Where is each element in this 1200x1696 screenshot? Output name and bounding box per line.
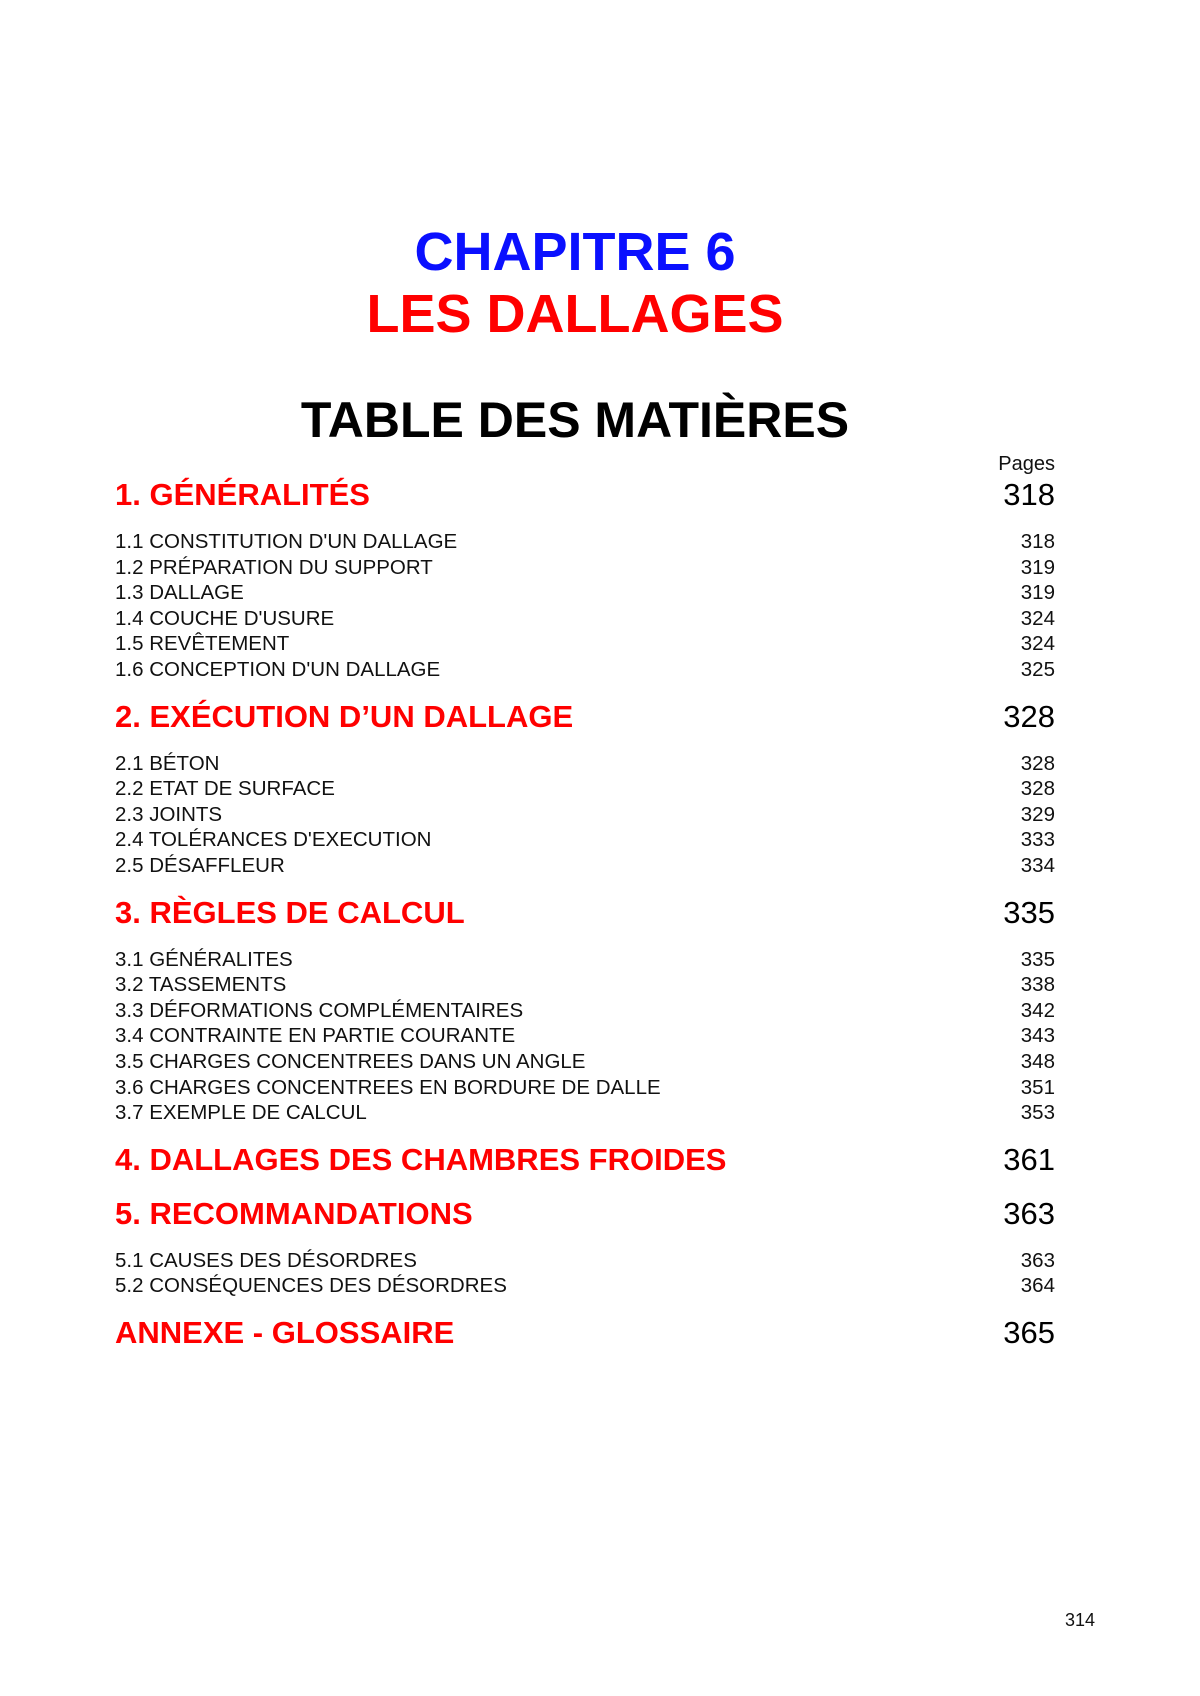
- section-title: 2. EXÉCUTION D’UN DALLAGE: [115, 698, 574, 734]
- toc-heading: TABLE DES MATIÈRES: [300, 392, 850, 448]
- toc-subsection-row[interactable]: [115, 827, 1055, 853]
- toc-subsection-row[interactable]: [115, 776, 1055, 802]
- subsection-title: 3.7 EXEMPLE DE CALCUL: [115, 1101, 367, 1125]
- toc-subsection-row[interactable]: [115, 1248, 1055, 1274]
- section-page-number: 361: [1003, 1141, 1055, 1177]
- section-title: 4. DALLAGES DES CHAMBRES FROIDES: [115, 1141, 727, 1177]
- subsection-page-number: 318: [1020, 530, 1055, 553]
- subsection-title: 3.4 CONTRAINTE EN PARTIE COURANTE: [115, 1024, 516, 1048]
- section-title: 3. RÈGLES DE CALCUL: [115, 894, 465, 930]
- subsection-page-number: 338: [1020, 973, 1055, 997]
- toc-subsection-row[interactable]: [115, 972, 1055, 998]
- subsection-page-number: 335: [1020, 947, 1055, 971]
- toc-subsection-row[interactable]: [115, 998, 1055, 1024]
- toc-subsection-row[interactable]: [115, 1273, 1055, 1299]
- chapter-number: CHAPITRE 6: [414, 222, 736, 282]
- toc-section-heading[interactable]: [115, 697, 1055, 737]
- page-number: 314: [1064, 1610, 1095, 1630]
- subsection-page-number: 364: [1020, 1274, 1055, 1298]
- subsection-title: 3.1 GÉNÉRALITES: [115, 947, 293, 971]
- subsection-page-number: 328: [1020, 777, 1055, 801]
- section-page-number: 335: [1003, 894, 1055, 930]
- subsection-title: 2.3 JOINTS: [115, 802, 223, 826]
- toc-subsection-row[interactable]: [115, 657, 1055, 683]
- toc-section-heading[interactable]: [115, 475, 1055, 515]
- toc-subsection-row[interactable]: [115, 751, 1055, 777]
- toc-section: [115, 893, 1055, 1126]
- toc-section-heading[interactable]: [115, 1140, 1055, 1180]
- subsection-list: [115, 947, 1055, 1126]
- section-title: 5. RECOMMANDATIONS: [115, 1195, 473, 1231]
- subsection-title: 3.2 TASSEMENTS: [115, 973, 287, 997]
- subsection-page-number: 324: [1020, 632, 1055, 656]
- subsection-page-number: 325: [1020, 657, 1055, 681]
- toc-subsection-row[interactable]: [115, 1049, 1055, 1075]
- toc-section-heading[interactable]: [115, 893, 1055, 933]
- subsection-page-number: 333: [1020, 828, 1055, 852]
- toc-section-heading[interactable]: [115, 1194, 1055, 1234]
- subsection-page-number: 334: [1020, 853, 1055, 877]
- toc-subsection-row[interactable]: [115, 555, 1055, 581]
- toc-subsection-row[interactable]: [115, 631, 1055, 657]
- subsection-page-number: 351: [1020, 1075, 1055, 1099]
- pages-column-label: Pages: [998, 453, 1055, 475]
- subsection-title: 3.6 CHARGES CONCENTREES EN BORDURE DE DALLE: [115, 1075, 661, 1099]
- subsection-title: 3.5 CHARGES CONCENTREES DANS UN ANGLE: [115, 1049, 586, 1073]
- subsection-page-number: 319: [1020, 555, 1055, 579]
- toc-section-heading[interactable]: [115, 1313, 1055, 1353]
- table-of-contents: [115, 475, 1055, 1367]
- subsection-title: 1.3 DALLAGE: [115, 581, 244, 605]
- subsection-title: 1.4 COUCHE D'USURE: [115, 606, 335, 630]
- subsection-page-number: 353: [1020, 1101, 1055, 1125]
- subsection-title: 2.4 TOLÉRANCES D'EXECUTION: [115, 828, 432, 852]
- subsection-title: 1.1 CONSTITUTION D'UN DALLAGE: [115, 530, 458, 553]
- subsection-page-number: 324: [1020, 606, 1055, 630]
- subsection-page-number: 328: [1020, 751, 1055, 775]
- section-page-number: 363: [1003, 1195, 1055, 1231]
- toc-subsection-row[interactable]: [115, 1023, 1055, 1049]
- toc-subsection-row[interactable]: [115, 853, 1055, 879]
- subsection-title: 5.2 CONSÉQUENCES DES DÉSORDRES: [115, 1274, 507, 1298]
- subsection-page-number: 342: [1020, 998, 1055, 1022]
- toc-subsection-row[interactable]: [115, 529, 1055, 555]
- section-page-number: 328: [1003, 698, 1055, 734]
- subsection-title: 5.1 CAUSES DES DÉSORDRES: [115, 1248, 417, 1272]
- chapter-title: LES DALLAGES: [366, 284, 784, 344]
- toc-subsection-row[interactable]: [115, 1100, 1055, 1126]
- subsection-page-number: 329: [1020, 802, 1055, 826]
- section-page-number: 365: [1003, 1314, 1055, 1350]
- subsection-title: 2.1 BÉTON: [115, 751, 220, 775]
- toc-subsection-row[interactable]: [115, 580, 1055, 606]
- subsection-title: 2.5 DÉSAFFLEUR: [115, 853, 285, 877]
- subsection-title: 2.2 ETAT DE SURFACE: [115, 777, 335, 801]
- subsection-page-number: 343: [1020, 1024, 1055, 1048]
- subsection-page-number: 363: [1020, 1248, 1055, 1272]
- toc-section: [115, 475, 1055, 683]
- toc-subsection-row[interactable]: [115, 1075, 1055, 1101]
- subsection-title: 3.3 DÉFORMATIONS COMPLÉMENTAIRES: [115, 998, 524, 1022]
- section-title: 1. GÉNÉRALITÉS: [115, 477, 370, 512]
- toc-section: [115, 1140, 1055, 1180]
- toc-section: [115, 1313, 1055, 1353]
- toc-section: [115, 1194, 1055, 1299]
- subsection-title: 1.2 PRÉPARATION DU SUPPORT: [115, 555, 433, 579]
- toc-subsection-row[interactable]: [115, 802, 1055, 828]
- subsection-page-number: 348: [1020, 1049, 1055, 1073]
- subsection-list: [115, 751, 1055, 879]
- subsection-list: [115, 1248, 1055, 1299]
- toc-subsection-row[interactable]: [115, 606, 1055, 632]
- section-page-number: 318: [1003, 477, 1055, 512]
- toc-subsection-row[interactable]: [115, 947, 1055, 973]
- toc-section: [115, 697, 1055, 879]
- section-title: ANNEXE - GLOSSAIRE: [115, 1314, 455, 1350]
- subsection-title: 1.5 REVÊTEMENT: [115, 632, 290, 656]
- subsection-title: 1.6 CONCEPTION D'UN DALLAGE: [115, 657, 441, 681]
- subsection-page-number: 319: [1020, 581, 1055, 605]
- subsection-list: [115, 529, 1055, 683]
